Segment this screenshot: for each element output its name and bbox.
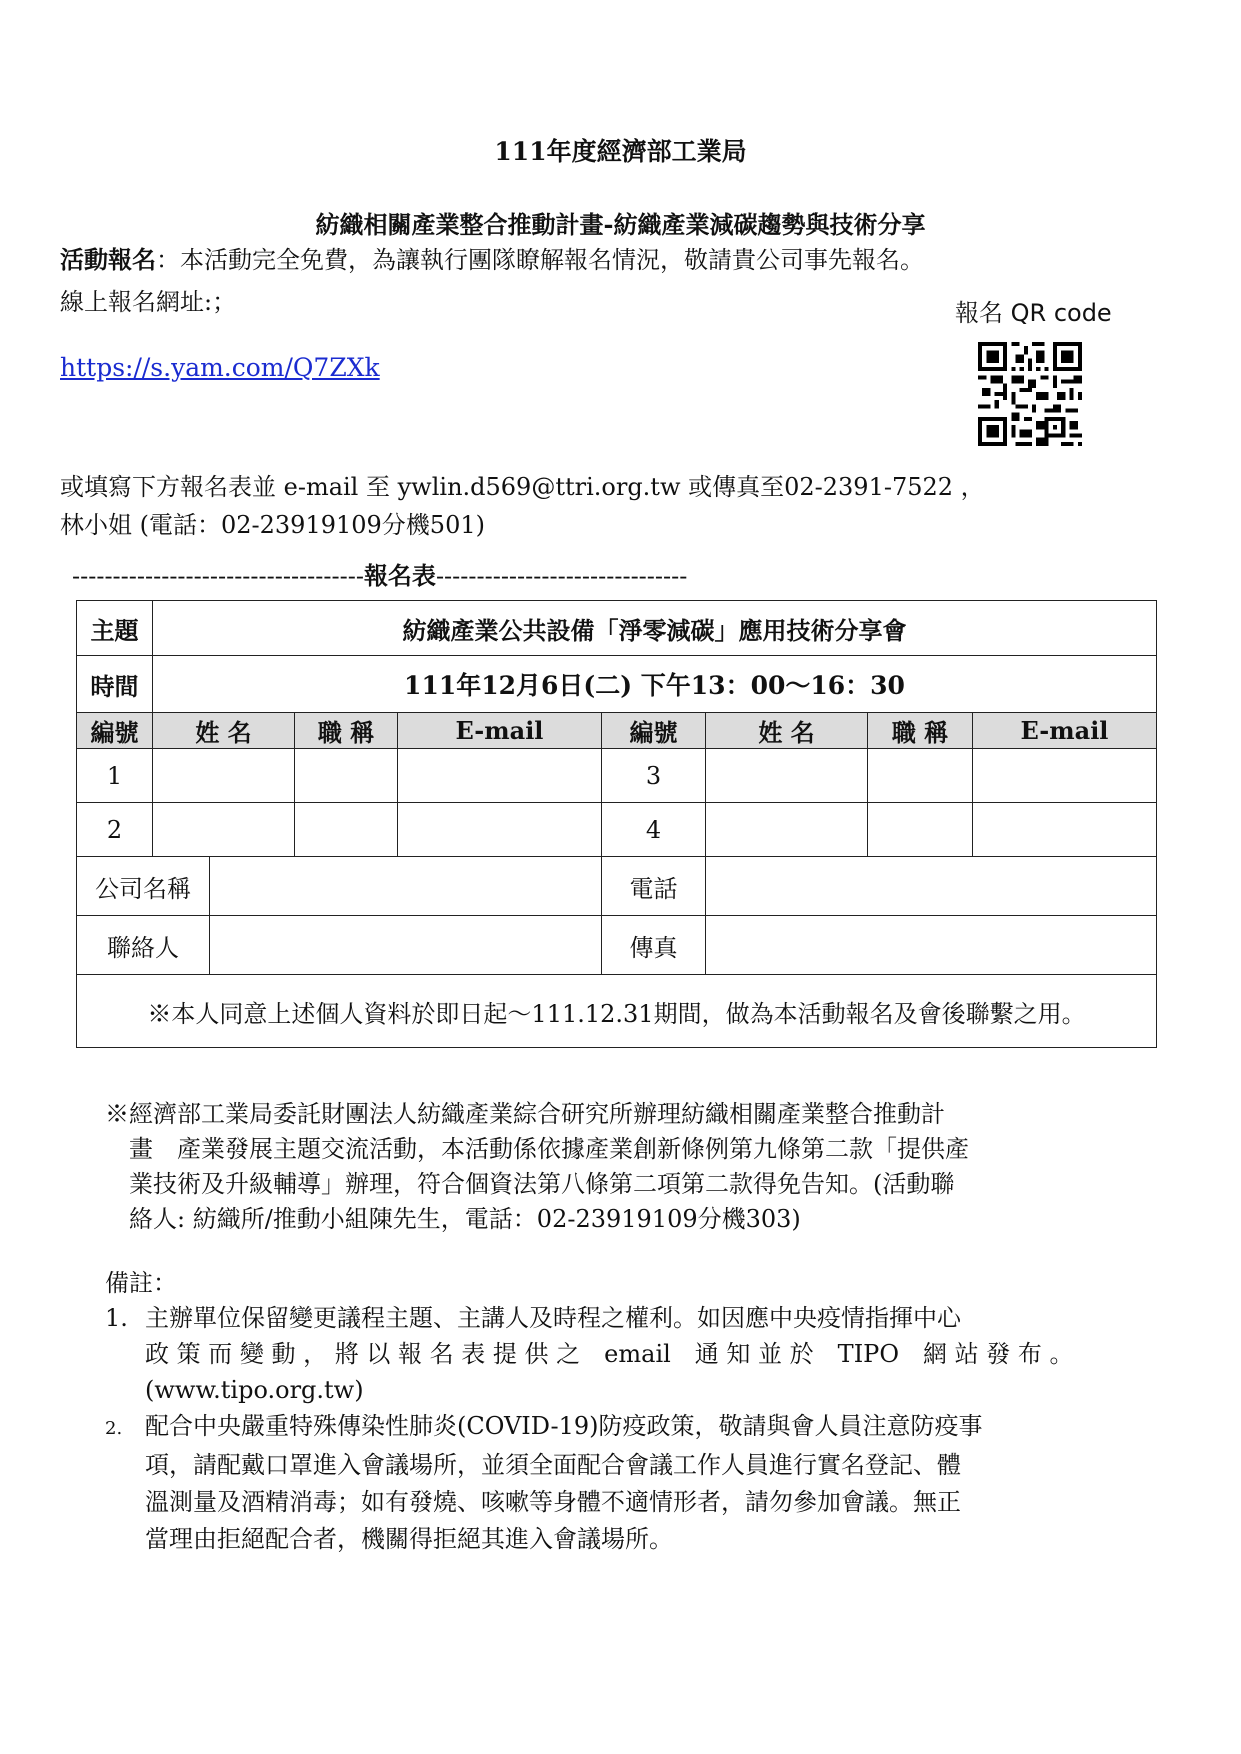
divider-right: ------------------------------- [435,562,688,590]
note-line: 政 策 而 變 動 ， 將 以 報 名 表 提 供 之 email 通 知 並 於 TIPO 網 站 發 布 。 [145,1340,1074,1368]
email-field[interactable] [973,749,1157,803]
note-line: 溫測量及酒精消毒；如有發燒、咳嗽等身體不適情形者，請勿參加會議。無正 [145,1488,961,1516]
email-field[interactable] [398,803,602,857]
note-line: 主辦單位保留變更議程主題、主講人及時程之權利。如因應中央疫情指揮中心 [145,1304,961,1332]
notice-line: 畫 產業發展主題交流活動，本活動係依據產業創新條例第九條第二款「提供產 [105,1135,969,1163]
contact-person-field[interactable] [210,916,602,975]
note-item [105,1408,1145,1558]
job-title-field[interactable] [295,749,398,803]
header-title: 職 稱 [295,713,398,749]
job-title-field[interactable] [868,749,973,803]
consent-statement: ※本人同意上述個人資料於即日起～111.12.31期間，做為本活動報名及會後聯繫之用。 [77,975,1157,1048]
qr-code-icon[interactable] [978,342,1082,446]
time-value: 111年12月6日(二) 下午13：00～16：30 [153,656,1157,713]
document-title: 111年度經濟部工業局 [494,137,747,166]
table-row [77,749,1157,803]
header-number: 編號 [77,713,153,749]
job-title-field[interactable] [295,803,398,857]
header-email-2: E-mail [973,713,1157,749]
row-number: 4 [602,803,706,857]
note-line: 項，請配戴口罩進入會議場所，並須全面配合會議工作人員進行實名登記、體 [145,1451,961,1479]
note-item [105,1300,1145,1408]
registration-form [76,600,1157,1048]
notice-line: 絡人: 紡織所/推動小組陳先生，電話：02-23919109分機303) [105,1205,801,1233]
email-field[interactable] [973,803,1157,857]
company-field[interactable] [210,857,602,916]
notice-line: 業技術及升級輔導」辦理，符合個資法第八條第二項第二款得免告知。(活動聯 [105,1170,955,1198]
phone-field[interactable] [706,857,1157,916]
note-number: 1. [105,1304,128,1332]
contact-line-1: 或填寫下方報名表並 e-mail 至 ywlin.d569@ttri.org.tw 或傳真至02-2391-7522 ， [60,473,985,501]
notice-paragraph [105,1097,1145,1237]
topic-value: 紡織產業公共設備「淨零減碳」應用技術分享會 [153,601,1157,656]
fax-label: 傳真 [602,916,706,975]
header-name: 姓 名 [153,713,295,749]
fax-field[interactable] [706,916,1157,975]
time-label: 時間 [77,656,153,713]
name-field[interactable] [153,749,295,803]
remark-label: 備註： [105,1269,177,1297]
name-field[interactable] [706,803,868,857]
header-title-2: 職 稱 [868,713,973,749]
header-name-2: 姓 名 [706,713,868,749]
row-number: 3 [602,749,706,803]
job-title-field[interactable] [868,803,973,857]
table-row [77,803,1157,857]
row-number: 2 [77,803,153,857]
online-label: 線上報名網址:； [60,288,237,316]
registration-link[interactable]: https://s.yam.com/Q7ZXk [60,353,380,382]
row-number: 1 [77,749,153,803]
note-line: 當理由拒絕配合者，機關得拒絕其進入會議場所。 [145,1525,673,1553]
name-field[interactable] [706,749,868,803]
divider-label: 報名表 [363,561,436,590]
note-line: 配合中央嚴重特殊傳染性肺炎(COVID-19)防疫政策，敬請與會人員注意防疫事 [145,1412,983,1440]
header-email: E-mail [398,713,602,749]
topic-label: 主題 [77,601,153,656]
intro-label: 活動報名 [60,245,156,274]
qr-label: 報名 QR code [955,299,1112,327]
document-subtitle: 紡織相關產業整合推動計畫-紡織產業減碳趨勢與技術分享 [315,210,926,239]
notice-line: ※經濟部工業局委託財團法人紡織產業綜合研究所辦理紡織相關產業整合推動計 [105,1100,945,1128]
contact-person-label: 聯絡人 [77,916,210,975]
form-divider [72,556,1162,591]
intro-text [60,240,924,275]
note-number: 2. [105,1418,123,1439]
name-field[interactable] [153,803,295,857]
header-number-2: 編號 [602,713,706,749]
intro-body: ：本活動完全免費，為讓執行團隊瞭解報名情況，敬請貴公司事先報名。 [156,246,924,274]
phone-label: 電話 [602,857,706,916]
note-line: (www.tipo.org.tw) [145,1376,364,1404]
company-label: 公司名稱 [77,857,210,916]
email-field[interactable] [398,749,602,803]
contact-line-2: 林小姐 (電話：02-23919109分機501) [60,511,485,539]
divider-left: ------------------------------------ [72,562,364,590]
